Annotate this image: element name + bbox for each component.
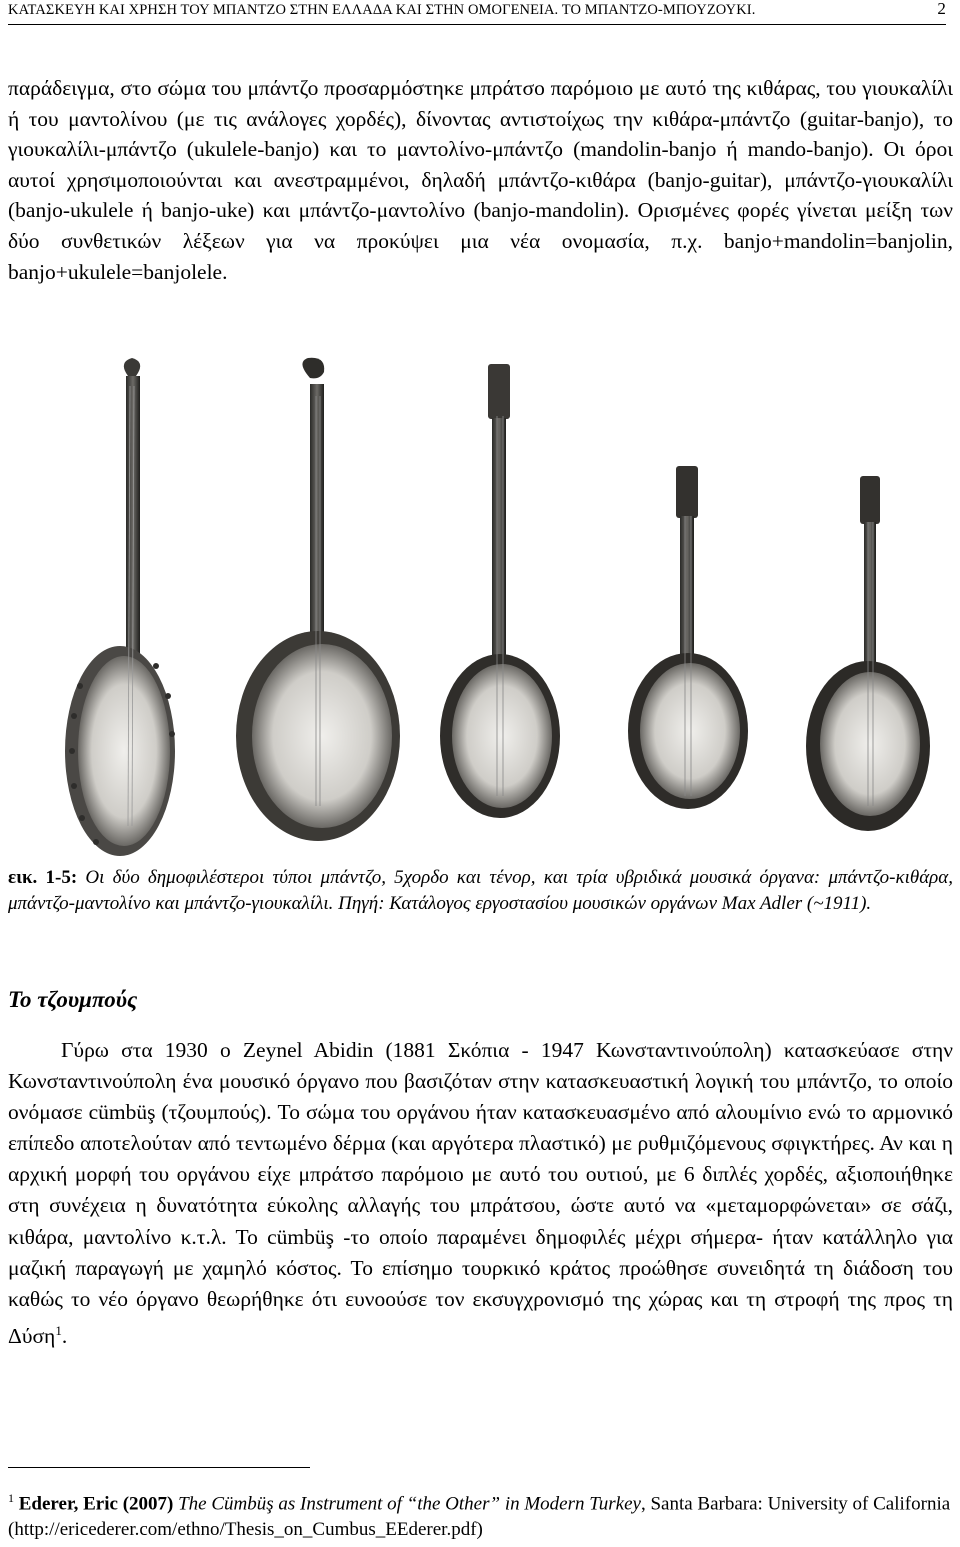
footnote-number: 1 bbox=[8, 1491, 14, 1505]
paragraph-1: παράδειγμα, στο σώμα του μπάντζο προσαρμόστηκε μπράτσο παρόμοιο με αυτό της κιθάρας, του γιουκαλίλι ή του μαντολίνου (με τις ανάλογες χορδές), δίνοντας αντιστοίχως την κιθάρα-μπάντζο (guitar-banjo), το γιουκαλίλι-μπάντζο (ukulele-banjo) και το μαντολίνο-μπάντζο (mandolin-banjo ή mando-banjo). Οι όροι αυτοί χρησιμοποιούνται και ανεστραμμένοι, δηλαδή μπάντζο-κιθάρα (banjo-guitar), μπάντζο-γιουκαλίλι (banjo-ukulele ή banjo-uke) και μπάντζο-μαντολίνο (banjo-mandolin). Ορισμένες φορές γίνεται μείξη των δύο συνθετικών λέξεων για να προκύψει μια νέα ονομασία, π.χ. banjo+mandolin=banjolin, banjo+ukulele=banjolele. bbox=[8, 76, 953, 284]
paragraph-2-end: . bbox=[61, 1324, 68, 1348]
section-heading: Το τζουμπούς bbox=[8, 987, 138, 1012]
paragraph-2 bbox=[8, 1035, 953, 1352]
footnote-divider bbox=[8, 1467, 310, 1468]
running-header bbox=[8, 0, 946, 25]
footnote-title: The Cümbüş as Instrument of “the Other” in Modern Turkey bbox=[178, 1493, 641, 1515]
footnote bbox=[8, 1485, 953, 1543]
banjo-tenor-illustration bbox=[236, 358, 400, 841]
banjo-guitar-illustration bbox=[440, 364, 560, 818]
banjo-mandolin-illustration bbox=[628, 466, 748, 809]
page-number: 2 bbox=[937, 0, 946, 18]
footnote-author: Ederer, Eric (2007) bbox=[18, 1493, 174, 1515]
footnote-reference[interactable]: 1 bbox=[55, 1322, 62, 1338]
paragraph-2-text: Γύρω στα 1930 ο Zeynel Abidin (1881 Σκόπια - 1947 Κωνσταντινούπολη) κατασκεύασε στην Κωνσταντινούπολη ένα μουσικό όργανο που βασιζόταν στην κατασκευαστική λογική του μπάντζο, το οποίο ονόμασε cümbüş (τζουμπούς). Το σώμα του οργάνου ήταν κατασκευασμένο από αλουμίνιο ενώ το αρμονικό επίπεδο αποτελούταν από τεντωμένο δέρμα (και αργότερα πλαστικό) με ρυθμιζόμενους σφιγκτήρες. Αν και η αρχική μορφή του οργάνου είχε μπράτσο παρόμοιο με αυτό του ουτιού, με 6 διπλές χορδές, αξιοποιήθηκε στη συνέχεια η δυνατότητα εύκολης αλλαγής του μπράτσου, ώστε αυτό να «μεταμορφώνεται» σε σάζι, κιθάρα, μαντολίνο κ.τ.λ. Το cümbüş -το οποίο παραμένει δημοφιλές μέχρι σήμερα- ήταν κατάλληλο για μαζική παραγωγή με χαμηλό κόστος. Το επίσημο τουρκικό κράτος προώθησε συνειδητά τη διάδοση του καθώς το νέο όργανο θεωρήθηκε ότι ευνοούσε τον εκσυγχρονισμό της χώρας και τη στροφή της προς τη Δύση bbox=[8, 1038, 953, 1348]
caption-label: εικ. 1-5: bbox=[8, 867, 78, 888]
caption-text: Οι δύο δημοφιλέστεροι τύποι μπάντζο, 5χορδο και τένορ, και τρία υβριδικά μουσικά όργανα: μπάντζο-κιθάρα, μπάντζο-μαντολίνο και μπάντζο-γιουκαλίλι. Πηγή: Κατάλογος εργοστασίου μουσικών οργάνων Max Adler (~1911). bbox=[8, 867, 954, 914]
banjo-ukulele-illustration bbox=[806, 476, 930, 831]
figure-caption bbox=[8, 865, 953, 916]
banjo-catalog-figure bbox=[60, 356, 938, 856]
header-title: ΚΑΤΑΣΚΕΥΗ ΚΑΙ ΧΡΗΣΗ ΤΟΥ ΜΠΑΝΤΖΟ ΣΤΗΝ ΕΛΛΑΔΑ ΚΑΙ ΣΤΗΝ ΟΜΟΓΕΝΕΙΑ. ΤΟ ΜΠΑΝΤΖΟ-ΜΠΟΥΖΟΥΚΙ. bbox=[8, 2, 756, 18]
footnote-publisher: , Santa Barbara: University of California (http://ericederer.com/ethno/Thesis_on_Cumbus_EEderer.pdf) bbox=[8, 1493, 951, 1541]
banjo-five-string-illustration bbox=[65, 358, 175, 856]
